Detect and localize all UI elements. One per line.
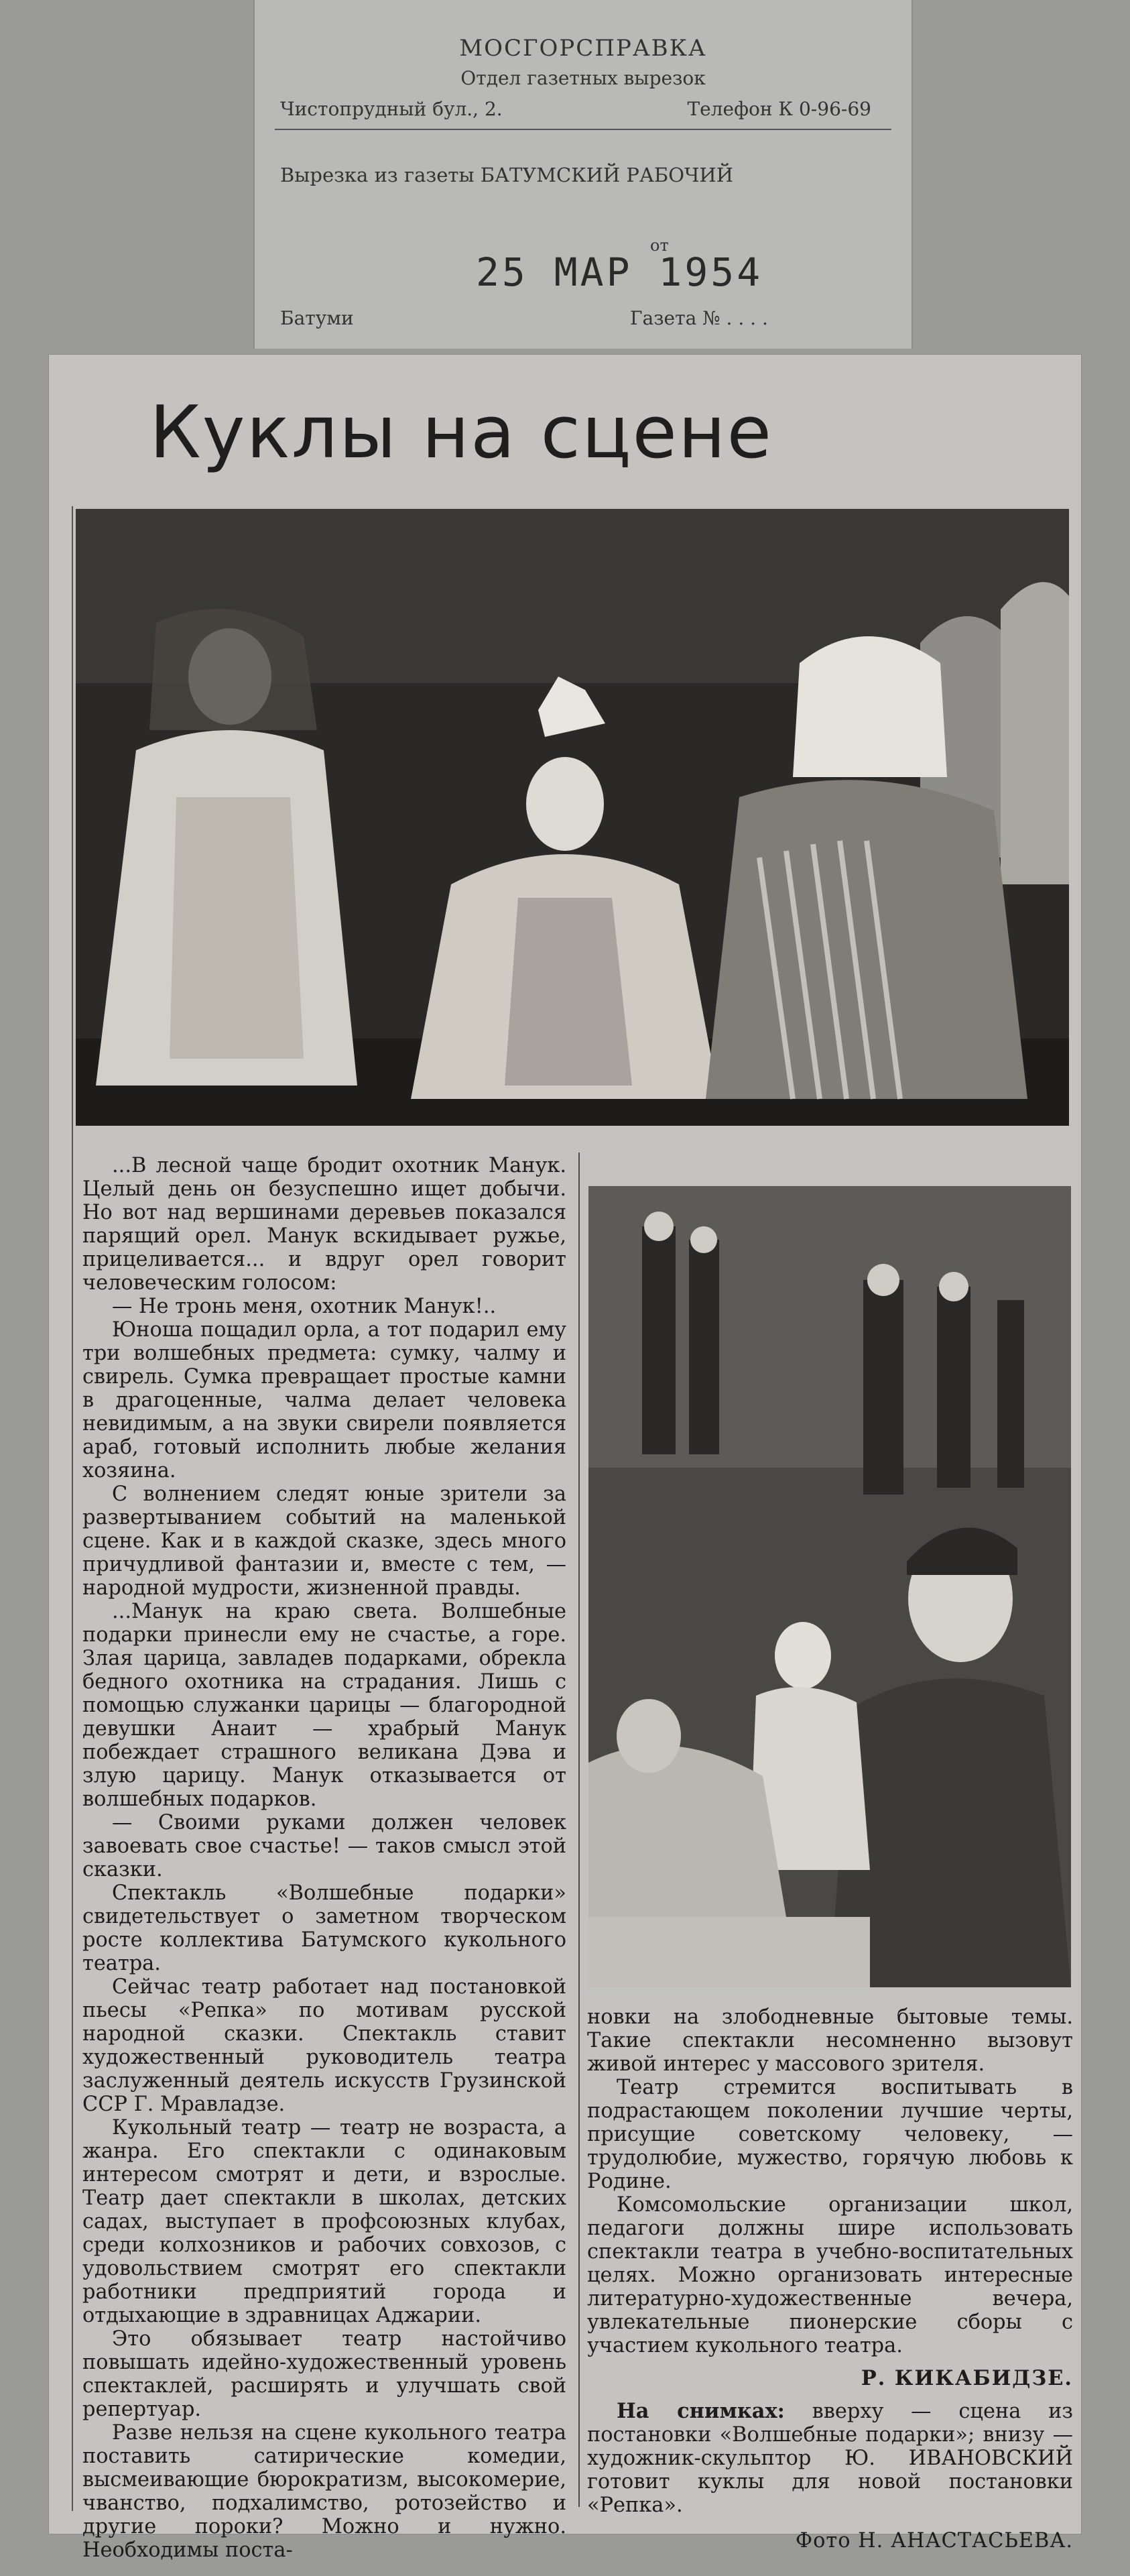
article-paragraph: Сейчас театр работает над постановкой пьесы «Репка» по мотивам русской народной сказки. Спектакль ставит художественный руководитель театра заслуженный деятель искусств Грузинской ССР Г. Мравладзе. bbox=[82, 1975, 566, 2116]
article-paragraph: С волнением следят юные зрители за развертыванием событий на маленькой сцене. Как и в каждой сказке, здесь много причудливой фантазии и, вместе с тем, — народной мудрости, жизненной правды. bbox=[82, 1482, 566, 1600]
article-paragraph: Кукольный театр — театр не возраста, а жанра. Его спектакли с одинаковым интересом смотрят и дети, и взрослые. Театр дает спектакли в школах, детских садах, выступает в профсоюзных клубах, среди колхозников и рабочих совхозов, с удовольствием смотрят его спектакли работники предприятий города и отдыхающие в здравницах Аджарии. bbox=[82, 2116, 566, 2327]
label-phone: Телефон К 0-96-69 bbox=[687, 98, 871, 120]
label-address: Чистопрудный бул., 2. bbox=[280, 98, 503, 120]
label-date-prefix: от bbox=[650, 236, 669, 255]
photo-credit: Фото Н. АНАСТАСЬЕВА. bbox=[795, 2529, 1073, 2553]
photo-caption-label: На снимках: bbox=[617, 2399, 785, 2423]
article-column-left bbox=[82, 1154, 566, 2562]
label-city: Батуми bbox=[280, 307, 354, 329]
label-organization: МОСГОРСПРАВКА bbox=[459, 35, 707, 62]
label-divider bbox=[275, 129, 891, 130]
left-margin-rule bbox=[72, 506, 73, 2511]
article-paragraph: Это обязывает театр настойчиво повышать идейно-художественный уровень спектаклей, расширять и улучшать свой репертуар. bbox=[82, 2327, 566, 2421]
article-paragraph: Разве нельзя на сцене кукольного театра поставить сатирические комедии, высмеивающие бюрократизм, высокомерие, чванство, подхалимство, ротозейство и другие пороки? Можно и нужно. Необходимы поста- bbox=[82, 2421, 566, 2562]
article-paragraph: — Не тронь меня, охотник Манук!.. bbox=[112, 1295, 497, 1318]
sculptor-photo bbox=[588, 1186, 1071, 1987]
article-paragraph: Юноша пощадил орла, а тот подарил ему три волшебных предмета: сумку, чалму и свирель. Сумка превращает простые камни в драгоценные, чалма делает человека невидимым, а на звуки свирели появляется араб, готовый исполнить любые желания хозяина. bbox=[82, 1318, 566, 1482]
label-date-stamp: 25 МАР 1954 bbox=[476, 249, 763, 295]
article-column-right bbox=[587, 2005, 1073, 2553]
label-newspaper-source: Вырезка из газеты БАТУМСКИЙ РАБОЧИЙ bbox=[280, 164, 733, 186]
newspaper-clipping bbox=[48, 354, 1082, 2562]
article-paragraph: ...Манук на краю света. Волшебные подарки принесли ему не счастье, а горе. Злая царица, завладев подарками, обрекла бедного охотника на страдания. Лишь с помощью служанки царицы — благородной девушки Анаит — храбрый Манук побеждает страшного великана Дэва и злую царицу. Манук отказывается от волшебных подарков. bbox=[82, 1600, 566, 1811]
clipping-bureau-label bbox=[253, 0, 913, 349]
author-signature: Р. КИКАБИДЗЕ. bbox=[861, 2366, 1073, 2390]
puppet-scene-illustration bbox=[76, 509, 1069, 1126]
article-title: Куклы на сцене bbox=[149, 391, 773, 475]
sculptor-illustration bbox=[588, 1186, 1071, 1987]
article-paragraph: ...В лесной чаще бродит охотник Манук. Целый день он безуспешно ищет добычи. Но вот над вершинами деревьев показался парящий орел. Манук вскидывает ружье, прицеливается... и вдруг орел говорит человеческим голосом: bbox=[82, 1154, 566, 1295]
label-paper-number: Газета № . . . . bbox=[630, 307, 768, 329]
label-department: Отдел газетных вырезок bbox=[460, 67, 706, 89]
column-divider bbox=[578, 1153, 580, 2507]
article-paragraph: Комсомольские организации школ, педагоги должны шире использовать спектакли театра в учебно-воспитательных целях. Можно организовать интересные литературно-художественные вечера, увлекательные пионерские сборы с участием кукольного театра. bbox=[587, 2193, 1073, 2357]
photo-caption bbox=[587, 2400, 1073, 2517]
article-paragraph: — Своими руками должен человек завоевать свое счастье! — таков смысл этой сказки. bbox=[82, 1811, 566, 1881]
photo-caption-text: вверху — сцена из постановки «Волшебные подарки»; внизу — художник-скульптор Ю. ИВАНОВСКИЙ готовит куклы для новой постановки «Репка». bbox=[587, 2400, 1073, 2517]
article-paragraph: новки на злободневные бытовые темы. Такие спектакли несомненно вызовут живой интерес у массового зрителя. bbox=[587, 2005, 1073, 2076]
article-paragraph: Театр стремится воспитывать в подрастающем поколении лучшие черты, присущие советскому человеку, — трудолюбие, мужество, горячую любовь к Родине. bbox=[587, 2076, 1073, 2193]
puppet-scene-photo bbox=[76, 509, 1069, 1126]
article-paragraph: Спектакль «Волшебные подарки» свидетельствует о заметном творческом росте коллектива Батумского кукольного театра. bbox=[82, 1881, 566, 1975]
